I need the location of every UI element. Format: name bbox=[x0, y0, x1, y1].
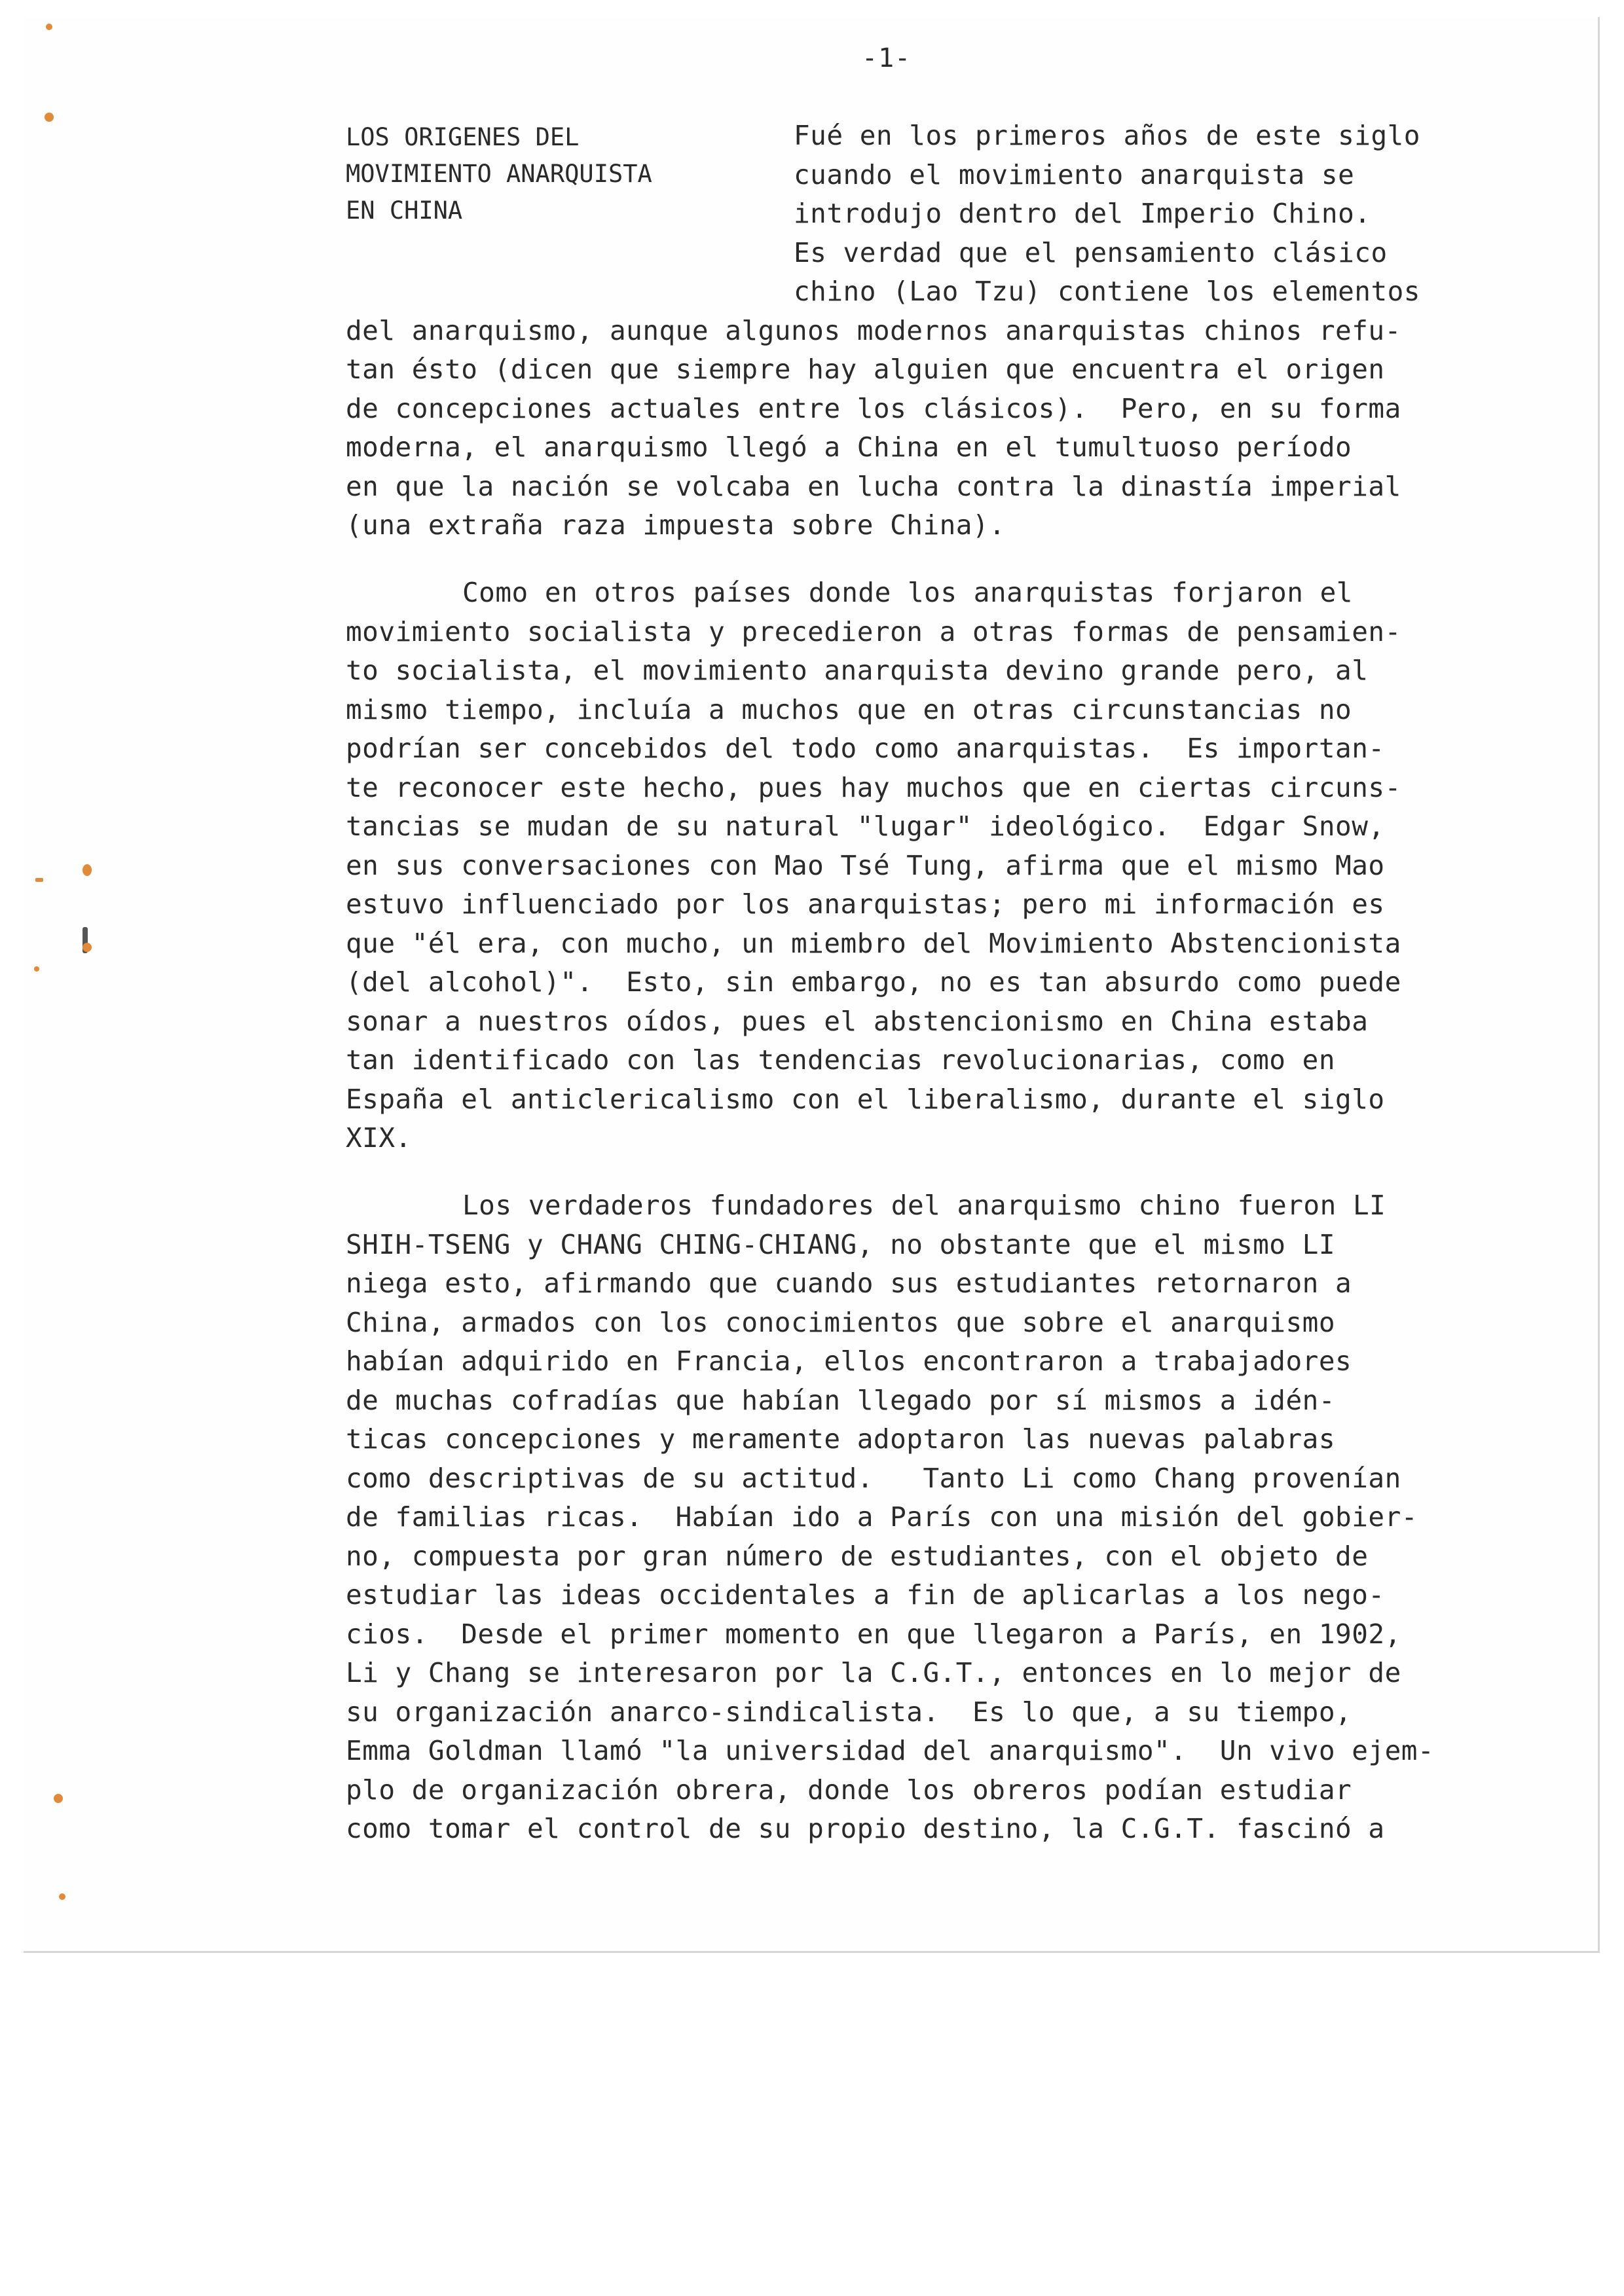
scan-mark bbox=[35, 878, 43, 882]
text-line: que "él era, con mucho, un miembro del Movimiento Abstencionista bbox=[346, 928, 1401, 959]
text-line: tan ésto (dicen que siempre hay alguien que encuentra el origen bbox=[346, 354, 1385, 385]
document-heading bbox=[346, 119, 752, 229]
text-line: (del alcohol)". Esto, sin embargo, no es tan absurdo como puede bbox=[346, 966, 1401, 998]
text-line: en sus conversaciones con Mao Tsé Tung, afirma que el mismo Mao bbox=[346, 850, 1385, 881]
text-line: como descriptivas de su actitud. Tanto Li como Chang provenían bbox=[346, 1463, 1401, 1494]
text-line: Los verdaderos fundadores del anarquismo chino fueron LI bbox=[462, 1190, 1386, 1221]
text-line: te reconocer este hecho, pues hay muchos que en ciertas circuns- bbox=[346, 772, 1401, 803]
heading-line: EN CHINA bbox=[346, 196, 463, 225]
text-line: tan identificado con las tendencias revolucionarias, como en bbox=[346, 1044, 1336, 1076]
heading-line: LOS ORIGENES DEL bbox=[346, 123, 580, 151]
text-line: cuando el movimiento anarquista se bbox=[794, 159, 1355, 191]
scan-mark bbox=[46, 24, 52, 30]
scan-mark bbox=[59, 1893, 65, 1900]
text-line: ticas concepciones y meramente adoptaron las nuevas palabras bbox=[346, 1423, 1336, 1455]
text-line: Fué en los primeros años de este siglo bbox=[794, 120, 1420, 151]
text-line: de familias ricas. Habían ido a París con una misión del gobier- bbox=[346, 1501, 1418, 1533]
text-line: (una extraña raza impuesta sobre China). bbox=[346, 509, 1006, 541]
text-line: de concepciones actuales entre los clásicos). Pero, en su forma bbox=[346, 393, 1401, 424]
text-line: estuvo influenciado por los anarquistas; pero mi información es bbox=[346, 888, 1385, 920]
text-line: mismo tiempo, incluía a muchos que en otras circunstancias no bbox=[346, 694, 1352, 725]
page-number: -1- bbox=[862, 43, 912, 73]
text-line: España el anticlericalismo con el liberalismo, durante el siglo bbox=[346, 1084, 1385, 1115]
text-line: to socialista, el movimiento anarquista devino grande pero, al bbox=[346, 655, 1369, 686]
scan-mark bbox=[83, 864, 92, 876]
text-line: niega esto, afirmando que cuando sus estudiantes retornaron a bbox=[346, 1267, 1352, 1299]
text-line: Li y Chang se interesaron por la C.G.T., entonces en lo mejor de bbox=[346, 1657, 1401, 1688]
text-line: sonar a nuestros oídos, pues el abstencionismo en China estaba bbox=[346, 1006, 1369, 1037]
text-line: Es verdad que el pensamiento clásico bbox=[794, 237, 1388, 268]
text-line: tancias se mudan de su natural "lugar" ideológico. Edgar Snow, bbox=[346, 811, 1385, 842]
text-line: Emma Goldman llamó "la universidad del anarquismo". Un vivo ejem- bbox=[346, 1735, 1435, 1766]
text-line: SHIH-TSENG y CHANG CHING-CHIANG, no obstante que el mismo LI bbox=[346, 1229, 1336, 1260]
text-line: introdujo dentro del Imperio Chino. bbox=[794, 198, 1371, 229]
scan-mark bbox=[45, 113, 54, 122]
scan-mark bbox=[54, 1794, 63, 1803]
text-line: en que la nación se volcaba en lucha contra la dinastía imperial bbox=[346, 471, 1401, 502]
heading-line: MOVIMIENTO ANARQUISTA bbox=[346, 160, 652, 188]
text-line: moderna, el anarquismo llegó a China en el tumultuoso período bbox=[346, 431, 1352, 463]
text-line: XIX. bbox=[346, 1122, 412, 1154]
text-line: cios. Desde el primer momento en que llegaron a París, en 1902, bbox=[346, 1618, 1401, 1650]
text-line: de muchas cofradías que habían llegado por sí mismos a idén- bbox=[346, 1385, 1336, 1416]
text-line: habían adquirido en Francia, ellos encontraron a trabajadores bbox=[346, 1345, 1352, 1377]
scan-mark bbox=[83, 943, 92, 952]
text-line: no, compuesta por gran número de estudiantes, con el objeto de bbox=[346, 1540, 1369, 1572]
text-line: movimiento socialista y precedieron a otras formas de pensamien- bbox=[346, 616, 1401, 647]
text-line: su organización anarco-sindicalista. Es lo que, a su tiempo, bbox=[346, 1696, 1352, 1728]
text-line: China, armados con los conocimientos que sobre el anarquismo bbox=[346, 1307, 1336, 1338]
scan-mark bbox=[34, 966, 39, 972]
text-line: chino (Lao Tzu) contiene los elementos bbox=[794, 276, 1420, 307]
text-line: podrían ser concebidos del todo como anarquistas. Es importan- bbox=[346, 733, 1385, 764]
text-line: del anarquismo, aunque algunos modernos anarquistas chinos refu- bbox=[346, 315, 1401, 346]
text-line: como tomar el control de su propio destino, la C.G.T. fascinó a bbox=[346, 1813, 1385, 1844]
text-line: plo de organización obrera, donde los obreros podían estudiar bbox=[346, 1774, 1352, 1806]
text-line: estudiar las ideas occidentales a fin de aplicarlas a los nego- bbox=[346, 1579, 1385, 1611]
text-line: Como en otros países donde los anarquistas forjaron el bbox=[462, 577, 1353, 608]
